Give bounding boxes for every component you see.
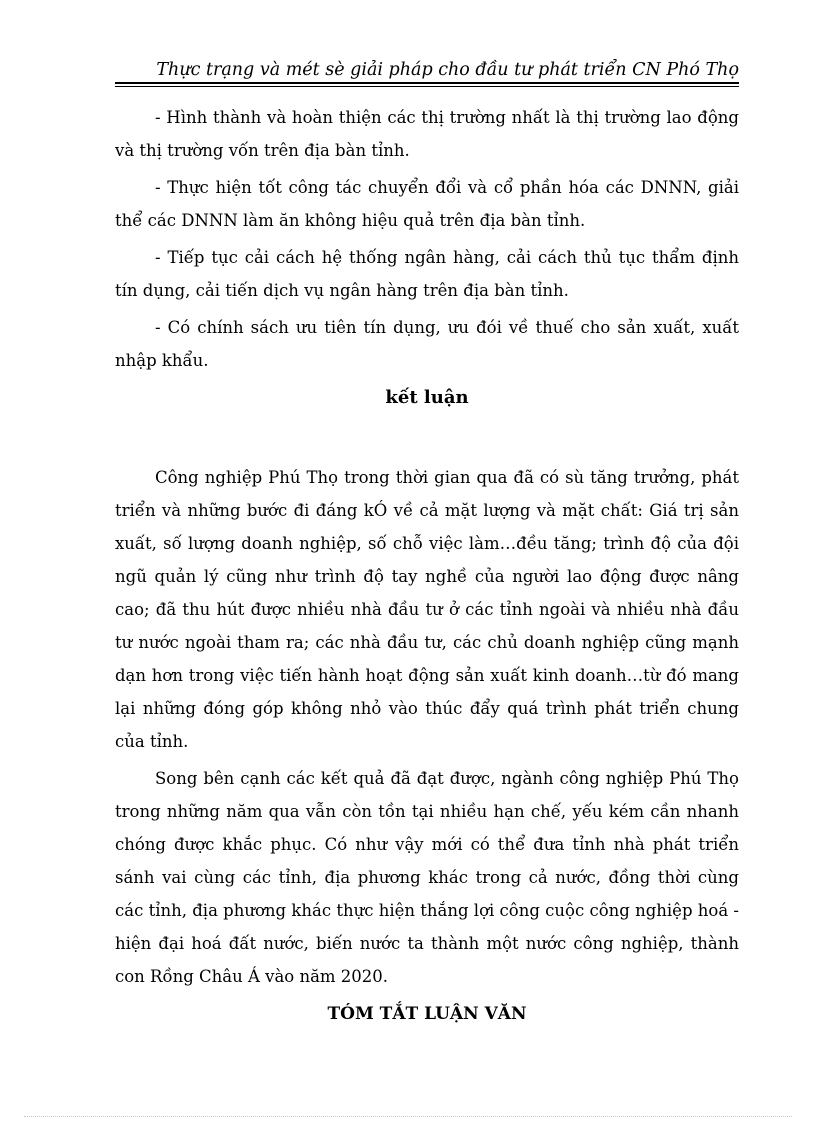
bullet-paragraph: - Có chính sách ưu tiên tín dụng, ưu đói về thuế cho sản xuất, xuất nhập khẩu. xyxy=(115,318,739,370)
header-rule-thick xyxy=(115,82,739,84)
conclusion-heading: kết luận xyxy=(385,387,469,408)
conclusion-paragraph: Song bên cạnh các kết quả đã đạt được, ngành công nghiệp Phú Thọ trong những năm qua vẫn còn tồn tại nhiều hạn chế, yếu kém cần nhanh chóng được khắc phục. Có như vậy mới có thể đưa tỉnh nhà phát triển sánh vai cùng các tỉnh, địa phương khác trong cả nước, đồng thời cùng các tỉnh, địa phương khác thực hiện thắng lợi công cuộc công nghiệp hoá - hiện đại hoá đất nước, biến nước ta thành một nước công nghiệp, thành con Rồng Châu Á vào năm 2020. xyxy=(115,769,739,986)
document-body xyxy=(115,101,739,1031)
conclusion-paragraph: Công nghiệp Phú Thọ trong thời gian qua đã có sù tăng trưởng, phát triển và những bước đi đáng kÓ về cả mặt lượng và mặt chất: Giá trị sản xuất, số lượng doanh nghiệp, số chỗ việc làm…đều tăng; trình độ của đội ngũ quản lý cũng như trình độ tay nghề của người lao động được nâng cao; đã thu hút được nhiều nhà đầu tư ở các tỉnh ngoài và nhiều nhà đầu tư nước ngoài tham ra; các nhà đầu tư, các chủ doanh nghiệp cũng mạnh dạn hơn trong việc tiến hành hoạt động sản xuất kinh doanh…từ đó mang lại những đóng góp không nhỏ vào thúc đẩy quá trình phát triển chung của tỉnh. xyxy=(115,468,739,751)
summary-heading: TÓM TẮT LUẬN VĂN xyxy=(327,1004,527,1024)
header-rule-thin xyxy=(115,86,739,87)
bullet-paragraph: - Hình thành và hoàn thiện các thị trường nhất là thị trường lao động và thị trường vốn trên địa bàn tỉnh. xyxy=(115,108,739,160)
page-bottom-dotted-line xyxy=(24,1116,792,1117)
page-header-title: Thực trạng và mét sè giải pháp cho đầu tư phát triển CN Phó Thọ xyxy=(156,60,739,80)
bullet-paragraph: - Tiếp tục cải cách hệ thống ngân hàng, cải cách thủ tục thẩm định tín dụng, cải tiến dịch vụ ngân hàng trên địa bàn tỉnh. xyxy=(115,248,739,300)
bullet-paragraph: - Thực hiện tốt công tác chuyển đổi và cổ phần hóa các DNNN, giải thể các DNNN làm ăn không hiệu quả trên địa bàn tỉnh. xyxy=(115,178,739,230)
